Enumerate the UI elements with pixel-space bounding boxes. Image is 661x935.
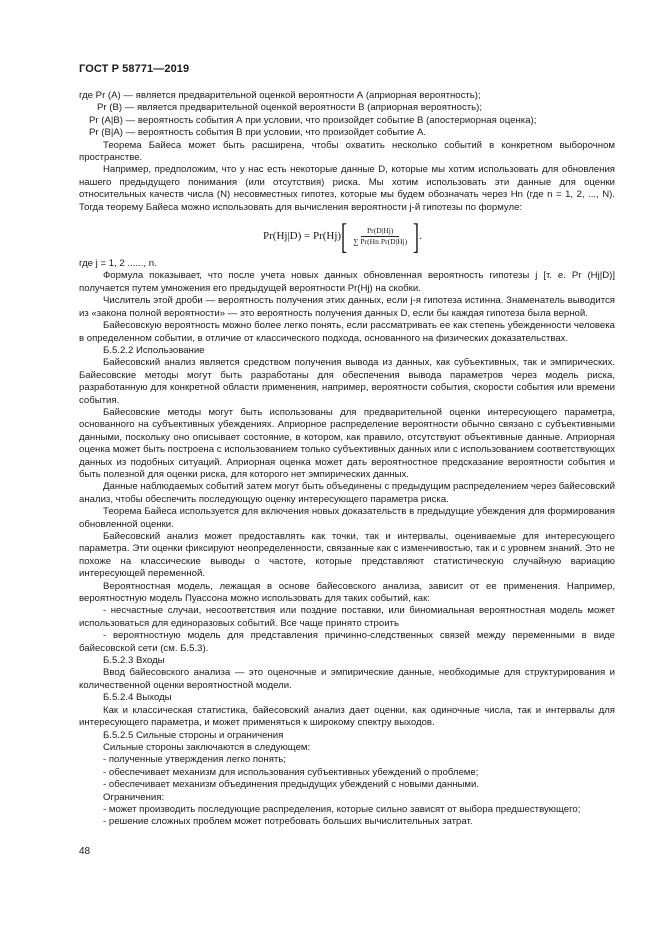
list-item: - обеспечивает механизм объединения предыдущих убеждений с новыми данными.	[103, 779, 480, 791]
paragraph: где j = 1, 2 ......, n.	[79, 258, 157, 270]
section-heading: Б.5.2.5 Сильные стороны и ограничения	[103, 729, 284, 741]
section-heading: Б.5.2.4 Выходы	[103, 692, 172, 704]
paragraph: Формула показывает, что после учета новых данных обновленная вероятность гипотезы j [т. е. Pr (Hj|D)] получается путем умножения его предыдущей вероятности Pr(Hj) на скобки.	[79, 270, 615, 294]
list-item: - обеспечивает механизм для использования субъективных убеждений о проблеме;	[103, 766, 479, 778]
formula-period: .	[419, 229, 423, 242]
paragraph: Например, предположим, что у нас есть некоторые данные D, которые мы хотим использовать для обновления нашего предыдущего понимания (или отсутствия) риска. Мы хотим использовать эти данные для оценки относительных качеств числа (N) несовместных гипотез, которые мы будем обозначать через Hn (где n = 1, 2, ..., N). Тогда теорему Байеса можно использовать для вычисления вероятности j-й гипотезы по формуле:	[79, 164, 615, 213]
right-bracket: ]	[413, 216, 420, 257]
paragraph: Ввод байесовского анализа — это оценочные и эмпирические данные, необходимые для структурирования и количественной оценки вероятностной модели.	[79, 667, 615, 691]
section-heading: Б.5.2.3 Входы	[103, 655, 165, 667]
formula-numerator: Pr(D|Hj)	[361, 226, 399, 237]
list-item: - несчастные случаи, несоответствия или поздние поставки, или биномиальная вероятностная модель может использоваться для единоразовых событий. Все чаще принято строить	[79, 605, 615, 629]
bayes-formula	[79, 214, 615, 258]
paragraph: Байесовскую вероятность можно более легко понять, если рассматривать ее как степень убежденности человека в определенном событии, в отличие от классического подхода, основанного на физических доказательствах.	[79, 320, 615, 344]
paragraph: Байесовский анализ может предоставлять как точки, так и интервалы, оцениваемые для интересующего параметра. Эти оценки фиксируют неопределенности, связанные как с изменчивостью, так и с уровнем знаний. Это не похоже на классические выводы о частоте, которые представляют статистическую случайную вариацию интересующей переменной.	[79, 531, 615, 580]
standard-header: ГОСТ Р 58771—2019	[79, 63, 190, 75]
list-item: - полученные утверждения легко понять;	[103, 754, 286, 766]
page-number: 48	[79, 846, 91, 857]
definition-line: где Pr (A) — является предварительной оценкой вероятности А (априорная вероятность);	[79, 90, 481, 101]
paragraph: Как и классическая статистика, байесовский анализ дает оценки, как одиночные числа, так и интервалы для интересующего параметра, и может применяться к широкому спектру выходов.	[79, 704, 615, 729]
paragraph: Числитель этой дроби — вероятность получения этих данных, если j-я гипотеза истинна. Знаменатель выводится из «закона полной вероятности» — это вероятность получения данных D, если бы каждая гипотеза была верной.	[79, 295, 615, 319]
formula-lhs: Pr(Hj|D) = Pr(Hj)	[263, 229, 342, 242]
paragraph: Байесовский анализ является средством получения вывода из данных, как субъективных, так и эмпирических. Байесовские методы могут быть разработаны для обеспечения вывода параметров через модель риска, разработанную для конкретной области применения, например, вероятности события, скорости события или времени события.	[79, 357, 615, 406]
definition-line: Pr (B) — является предварительной оценкой вероятности В (априорная вероятность);	[97, 102, 482, 114]
definition-line: Pr (A|B) — вероятность события А при условии, что произойдет событие В (апостериорная оценка);	[89, 114, 537, 126]
list-item: - вероятностную модель для представления причинно-следственных связей между переменными в виде байесовской сети (см. Б.5.3).	[79, 630, 615, 654]
paragraph: Данные наблюдаемых событий затем могут быть объединены с предыдущим распределением через байесовский анализ, чтобы обеспечить последующую оценку интересующего параметра риска.	[79, 481, 616, 505]
left-bracket: [	[341, 216, 348, 257]
list-item: - может производить последующие распределения, которые сильно зависят от выбора предшествующего;	[103, 803, 581, 815]
formula-denominator: ∑ Pr(Hn Pr(D|Hj)	[353, 236, 408, 246]
list-item: - решение сложных проблем может потребовать больших вычислительных затрат.	[103, 816, 473, 828]
definition-line: Pr (B|A) — вероятность события В при условии, что произойдет событие А.	[89, 127, 427, 139]
paragraph: Вероятностная модель, лежащая в основе байесовского анализа, зависит от ее применения. Например, вероятностную модель Пуассона можно использовать для таких событий, как:	[79, 580, 615, 605]
paragraph: Байесовские методы могут быть использованы для предварительной оценки интересующего параметра, основанного на субъективных убеждениях. Априорное распределение вероятности обычно связано с субъективными данными, поскольку оно описывает состояние, в котором, как правило, отсутствуют объективные данные. Априорная оценка может быть построена с использованием только субъективных данных или с использованием соответствующих данных из подобных ситуаций. Априорная оценка может дать вероятностное предсказание вероятности события и быть полезной для оценки риска, для которого нет эмпирических данных.	[79, 406, 615, 480]
paragraph: Сильные стороны заключаются в следующем:	[103, 741, 311, 753]
section-heading: Б.5.2.2 Использование	[103, 344, 205, 356]
page-body	[79, 90, 615, 829]
formula-fraction	[349, 226, 411, 247]
paragraph: Теорема Байеса может быть расширена, чтобы охватить несколько событий в конкретном выборочном пространстве.	[79, 139, 615, 164]
paragraph: Ограничения:	[103, 791, 165, 803]
paragraph: Теорема Байеса используется для включения новых доказательств в предыдущие убеждения для формирования обновленной оценки.	[79, 506, 615, 530]
